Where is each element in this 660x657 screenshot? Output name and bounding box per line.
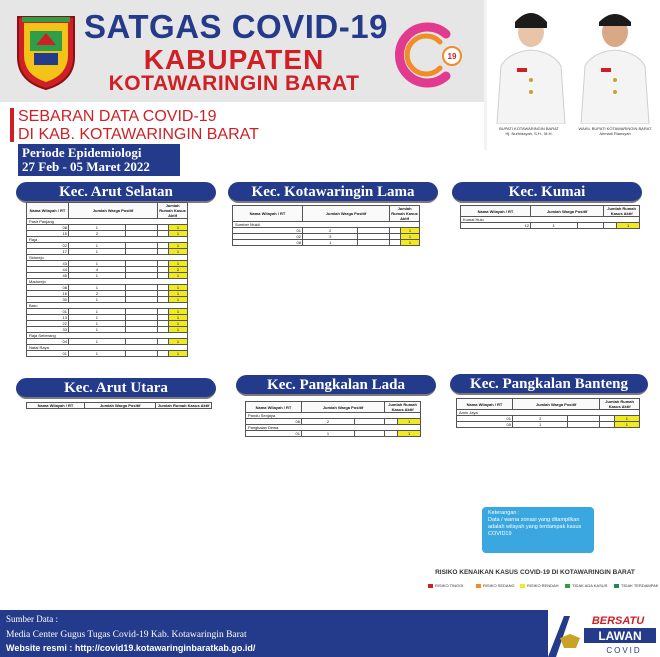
header-wilayah: Nama Wilayah / RT — [27, 203, 69, 219]
positif-count: 1 — [531, 223, 578, 229]
official1-name: Hj. Nurhidayah, S.H., M.H. — [505, 131, 553, 136]
rt-number: 45 — [27, 273, 69, 279]
footer-source: Media Center Gugus Tugas Covid-19 Kab. Kotawaringin Barat — [6, 630, 247, 640]
spacer-cell — [568, 422, 600, 428]
legend-item — [565, 583, 607, 588]
legend-swatch-green-icon — [565, 584, 570, 588]
rt-number: 02 — [233, 234, 303, 240]
legend-label: TIDAK TERDAMPAK — [621, 583, 659, 588]
legend-label: RISIKO TINGGI — [435, 583, 464, 588]
positif-count: 1 — [69, 273, 126, 279]
pill-arut-utara: Kec. Arut Utara — [16, 378, 216, 399]
table-row — [246, 431, 421, 437]
positif-count: 2 — [302, 419, 355, 425]
village-name: Raja — [27, 237, 188, 243]
rt-number: 08 — [233, 240, 303, 246]
rt-number: 01 — [233, 228, 303, 234]
header-positif: Jumlah Warga Positif — [531, 206, 604, 217]
positif-count: 1 — [69, 285, 126, 291]
rumah-count: 1 — [614, 416, 639, 422]
footer-source-label: Sumber Data : — [6, 614, 58, 624]
risiko-title: RISIKO KENAIKAN KASUS COVID-19 DI KOTAWARINGIN BARAT — [435, 569, 635, 576]
positif-count: 3 — [303, 234, 358, 240]
header-rumah: Jumlah Rumah Kasus Aktif — [385, 402, 421, 413]
periode-label: Periode Epidemiologi — [22, 145, 142, 160]
sebaran-subtitle: DI KAB. KOTAWARINGIN BARAT — [18, 126, 259, 143]
rumah-count: 2 — [169, 267, 188, 273]
legend-item — [520, 583, 559, 588]
village-name: Pasir Panjang — [27, 219, 188, 225]
table-row — [461, 223, 640, 229]
spacer-cell — [577, 223, 604, 229]
village-name: Amin Jaya — [457, 410, 640, 416]
rt-number: 06 — [246, 419, 302, 425]
table-header-row — [457, 399, 640, 410]
title-kotawaringin-barat: KOTAWARINGIN BARAT — [108, 72, 360, 95]
table-row — [27, 351, 188, 357]
table-header-row — [27, 403, 212, 409]
spacer-cell — [600, 422, 614, 428]
section-accent-bar — [10, 108, 14, 142]
positif-count: 1 — [69, 243, 126, 249]
village-name: Kumai Hulu — [461, 217, 640, 223]
village-name: Baru — [27, 303, 188, 309]
header-wilayah: Nama Wilayah / RT — [246, 402, 302, 413]
legend-swatch-red-icon — [428, 584, 433, 588]
rumah-count: 1 — [169, 285, 188, 291]
table-pangkalan-lada — [245, 401, 421, 437]
header-rumah: Jumlah Rumah Kasus Aktif — [391, 206, 418, 221]
rumah-count: 1 — [401, 228, 420, 234]
rt-number: 01 — [27, 351, 69, 357]
header-wilayah: Nama Wilayah / RT — [233, 206, 303, 222]
table-row — [457, 422, 640, 428]
keterangan-text: Data / warna zonasi yang ditampilkan adalah wilayah yang terdampak kasus COVID19 — [488, 517, 582, 537]
positif-count: 1 — [69, 297, 126, 303]
header-rumah: Jumlah Rumah Kasus Aktif — [604, 206, 640, 217]
rt-number: 08 — [27, 225, 69, 231]
header-positif: Jumlah Warga Positif — [85, 403, 156, 409]
legend-swatch-darkgreen-icon — [614, 584, 619, 588]
legend-label: RISIKO SEDANG — [483, 583, 515, 588]
footer-website[interactable]: Website resmi : http://covid19.kotawaringinbaratkab.go.id/ — [6, 643, 256, 653]
sebaran-title: SEBARAN DATA COVID-19 — [18, 108, 217, 125]
title-satgas: SATGAS COVID-19 — [84, 8, 388, 45]
keterangan-box — [482, 507, 594, 553]
positif-count: 4 — [69, 267, 126, 273]
spacer-cell — [125, 351, 157, 357]
rt-number: 30 — [27, 297, 69, 303]
village-name: Pangkalan Dewa — [246, 425, 421, 431]
rt-number: 02 — [27, 243, 69, 249]
rumah-count: 1 — [169, 225, 188, 231]
rt-number: 04 — [27, 339, 69, 345]
official1-title: BUPATI KOTAWARINGIN BARAT — [499, 126, 559, 131]
pill-arut-selatan: Kec. Arut Selatan — [16, 182, 216, 203]
header-positif: Jumlah Warga Positif — [69, 203, 158, 219]
header-wilayah: Nama Wilayah / RT — [27, 403, 85, 409]
rumah-count: 1 — [169, 249, 188, 255]
table-row — [233, 240, 420, 246]
rumah-count: 1 — [169, 351, 188, 357]
positif-count: 2 — [69, 291, 126, 297]
positif-count: 1 — [303, 240, 358, 246]
positif-count: 2 — [513, 416, 568, 422]
periode-box — [18, 144, 180, 176]
spacer-cell — [390, 240, 401, 246]
table-header-row — [246, 402, 421, 413]
positif-count: 1 — [69, 309, 126, 315]
official2-name: Ahmadi Riansyah — [599, 131, 631, 136]
rt-number: 43 — [27, 261, 69, 267]
table-arut-utara — [26, 402, 212, 409]
official2-caption — [575, 126, 655, 136]
positif-count: 1 — [513, 422, 568, 428]
rumah-count: 1 — [169, 327, 188, 333]
table-header-row — [233, 206, 420, 222]
positif-count: 1 — [69, 327, 126, 333]
table-kumai — [460, 205, 640, 229]
header-positif: Jumlah Warga Positif — [303, 206, 390, 222]
rumah-count: 1 — [614, 422, 639, 428]
rumah-count: 1 — [401, 240, 420, 246]
rt-number: 33 — [27, 327, 69, 333]
header-rumah: Jumlah Rumah Kasus Aktif — [159, 203, 186, 218]
table-header-row — [461, 206, 640, 217]
header-rumah: Jumlah Rumah Kasus Aktif — [157, 403, 210, 408]
table-arut-selatan — [26, 202, 188, 357]
rumah-count: 1 — [169, 321, 188, 327]
village-name: Raja Seberang — [27, 333, 188, 339]
covid19-badge-number: 19 — [447, 52, 457, 61]
official2-title: WAKIL BUPATI KOTAWARINGIN BARAT — [578, 126, 652, 131]
periode-range: 27 Feb - 05 Maret 2022 — [22, 159, 150, 174]
spacer-cell — [358, 240, 390, 246]
table-pangkalan-banteng — [456, 398, 640, 428]
spacer-cell — [604, 223, 617, 229]
spacer-cell — [354, 431, 384, 437]
brand-bersatu: BERSATU — [591, 615, 645, 627]
header-wilayah: Nama Wilayah / RT — [461, 206, 531, 217]
rumah-count: 1 — [169, 243, 188, 249]
positif-count: 1 — [69, 315, 126, 321]
spacer-cell — [385, 431, 398, 437]
legend-label: RISIKO RENDAH — [527, 583, 559, 588]
brand-lawan: LAWAN — [598, 629, 642, 643]
rt-number: 17 — [27, 249, 69, 255]
rt-number: 01 — [27, 309, 69, 315]
positif-count: 1 — [69, 225, 126, 231]
positif-count: 1 — [69, 261, 126, 267]
rt-number: 44 — [27, 267, 69, 273]
village-name: Madurejo — [27, 279, 188, 285]
village-name: Pandu Senjaya — [246, 413, 421, 419]
rt-number: 12 — [461, 223, 531, 229]
positif-count: 1 — [69, 321, 126, 327]
table-header-row — [27, 203, 188, 219]
pill-pangkalan-banteng: Kec. Pangkalan Banteng — [450, 374, 648, 395]
pill-kumai: Kec. Kumai — [452, 182, 642, 203]
official1-caption — [489, 126, 569, 136]
rt-number: 22 — [27, 321, 69, 327]
rt-number: 01 — [246, 431, 302, 437]
rt-number: 16 — [27, 291, 69, 297]
pill-pangkalan-lada: Kec. Pangkalan Lada — [236, 375, 436, 396]
officials-portrait-icon — [487, 0, 660, 124]
rumah-count: 1 — [169, 231, 188, 237]
positif-count: 1 — [69, 249, 126, 255]
bersatu-lawan-covid-logo-icon — [548, 608, 660, 657]
legend-swatch-yellow-icon — [520, 584, 525, 588]
officials-photo — [484, 0, 660, 150]
spacer-cell — [158, 351, 169, 357]
rumah-count: 1 — [169, 339, 188, 345]
kotawaringin-barat-emblem-icon — [14, 11, 78, 91]
rumah-count: 1 — [169, 291, 188, 297]
table-kotawaringin-lama — [232, 205, 420, 246]
rumah-count: 1 — [169, 315, 188, 321]
rumah-count: 1 — [401, 234, 420, 240]
positif-count: 1 — [69, 339, 126, 345]
header-wilayah: Nama Wilayah / RT — [457, 399, 513, 410]
village-name: Sumber Mukti — [233, 222, 420, 228]
legend-item — [476, 583, 515, 588]
pill-kotawaringin-lama: Kec. Kotawaringin Lama — [228, 182, 438, 203]
rt-number: 05 — [457, 422, 513, 428]
legend-item — [614, 583, 658, 588]
positif-count: 1 — [69, 351, 126, 357]
legend-swatch-orange-icon — [476, 584, 481, 588]
positif-count: 1 — [302, 431, 355, 437]
rumah-count: 1 — [617, 223, 640, 229]
rumah-count: 1 — [169, 273, 188, 279]
covid19-c-logo-icon — [388, 20, 468, 90]
title-kabupaten: KABUPATEN — [143, 44, 325, 75]
rt-number: 08 — [27, 285, 69, 291]
brand-covid: COVID — [606, 646, 642, 655]
header-rumah: Jumlah Rumah Kasus Aktif — [600, 399, 640, 410]
rt-number: 13 — [27, 315, 69, 321]
header-positif: Jumlah Warga Positif — [513, 399, 600, 410]
header-positif: Jumlah Warga Positif — [302, 402, 385, 413]
village-name: Sidorejo — [27, 255, 188, 261]
rumah-count: 1 — [169, 309, 188, 315]
positif-count: 2 — [303, 228, 358, 234]
rumah-count: 1 — [169, 261, 188, 267]
rt-number: 15 — [27, 231, 69, 237]
legend-item — [428, 583, 463, 588]
rumah-count: 1 — [169, 297, 188, 303]
positif-count: 2 — [69, 231, 126, 237]
village-name: Natai Raya — [27, 345, 188, 351]
keterangan-heading: Keterangan : — [488, 510, 520, 516]
legend-label: TIDAK ADA KASUS — [572, 583, 608, 588]
rt-number: 01 — [457, 416, 513, 422]
rumah-count: 1 — [398, 431, 421, 437]
rumah-count: 1 — [398, 419, 421, 425]
